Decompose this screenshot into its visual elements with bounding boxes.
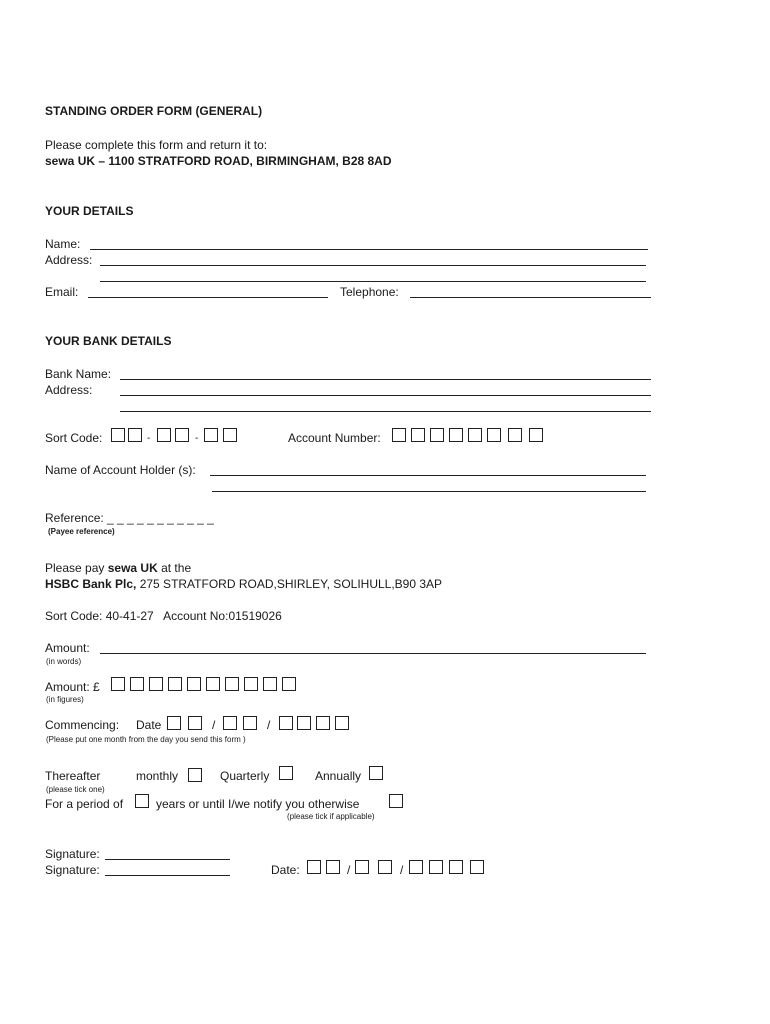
- bank-details-heading: YOUR BANK DETAILS: [45, 334, 172, 348]
- payee-reference-note: (Payee reference): [48, 527, 115, 536]
- sort-code-label: Sort Code:: [45, 431, 103, 445]
- account-holder-field-line-2[interactable]: [212, 491, 646, 492]
- name-field[interactable]: [90, 249, 648, 250]
- account-number-box[interactable]: [529, 428, 543, 442]
- period-years-box[interactable]: [135, 794, 149, 808]
- name-label: Name:: [45, 237, 81, 251]
- amount-figures-box[interactable]: [130, 677, 144, 691]
- signature-day-box[interactable]: [307, 860, 321, 874]
- quarterly-checkbox[interactable]: [279, 766, 293, 780]
- sort-code-box[interactable]: [223, 428, 237, 442]
- date-separator: /: [267, 718, 271, 732]
- please-pay-suffix: at the: [161, 561, 192, 575]
- account-number-box[interactable]: [430, 428, 444, 442]
- amount-figures-box[interactable]: [225, 677, 239, 691]
- bank-address-field-line-2[interactable]: [120, 411, 651, 412]
- email-label: Email:: [45, 285, 79, 299]
- please-pay-prefix: Please pay: [45, 561, 105, 575]
- amount-figures-box[interactable]: [206, 677, 220, 691]
- amount-figures-box[interactable]: [149, 677, 163, 691]
- email-field[interactable]: [88, 297, 328, 298]
- date-separator: /: [400, 863, 404, 877]
- signature-label-2: Signature:: [45, 863, 100, 877]
- amount-figures-box[interactable]: [187, 677, 201, 691]
- payee-name: sewa UK: [107, 561, 158, 575]
- signature-field[interactable]: [105, 859, 230, 860]
- amount-figures-box[interactable]: [263, 677, 277, 691]
- account-number-box[interactable]: [508, 428, 522, 442]
- account-number-label: Account Number:: [288, 431, 381, 445]
- account-number-box[interactable]: [449, 428, 463, 442]
- thereafter-label: Thereafter: [45, 769, 101, 783]
- return-instruction: Please complete this form and return it to:: [45, 138, 268, 152]
- bank-name-field[interactable]: [120, 379, 651, 380]
- account-holder-label: Name of Account Holder (s):: [45, 463, 196, 477]
- commencing-day-box[interactable]: [167, 716, 181, 730]
- form-title: STANDING ORDER FORM (GENERAL): [45, 104, 263, 118]
- amount-figures-box[interactable]: [168, 677, 182, 691]
- reference-field[interactable]: Reference: _ _ _ _ _ _ _ _ _ _ _: [45, 511, 214, 525]
- commencing-date-label: Date: [136, 718, 162, 732]
- account-number-box[interactable]: [468, 428, 482, 442]
- tick-applicable-note: (please tick if applicable): [287, 812, 375, 821]
- sort-code-box[interactable]: [175, 428, 189, 442]
- date-separator: /: [347, 863, 351, 877]
- commencing-label: Commencing:: [45, 718, 120, 732]
- commencing-month-box[interactable]: [223, 716, 237, 730]
- bank-address-field-line-1[interactable]: [120, 395, 651, 396]
- account-number-box[interactable]: [392, 428, 406, 442]
- monthly-checkbox[interactable]: [188, 768, 202, 782]
- return-address: sewa UK – 1100 STRATFORD ROAD, BIRMINGHAM, B28 8AD: [45, 154, 392, 168]
- sort-code-box[interactable]: [157, 428, 171, 442]
- amount-words-note: (in words): [46, 657, 82, 666]
- signature-label: Signature:: [45, 847, 100, 861]
- address-field-line-2[interactable]: [100, 281, 646, 282]
- commencing-month-box[interactable]: [243, 716, 257, 730]
- commencing-day-box[interactable]: [188, 716, 202, 730]
- telephone-label: Telephone:: [340, 285, 399, 299]
- please-pay-line: [45, 561, 191, 576]
- address-field-line-1[interactable]: [100, 265, 646, 266]
- sort-code-separator: -: [195, 433, 199, 444]
- amount-figures-note: (in figures): [46, 695, 84, 704]
- commencing-year-box[interactable]: [316, 716, 330, 730]
- signature-field-2[interactable]: [105, 875, 230, 876]
- commencing-year-box[interactable]: [279, 716, 293, 730]
- telephone-field[interactable]: [410, 297, 651, 298]
- signature-year-box[interactable]: [449, 860, 463, 874]
- annually-label: Annually: [315, 769, 362, 783]
- annually-checkbox[interactable]: [369, 766, 383, 780]
- payee-bank-name: HSBC Bank Plc,: [45, 577, 137, 591]
- commencing-year-box[interactable]: [335, 716, 349, 730]
- sort-code-separator: -: [147, 433, 151, 444]
- payee-bank-address: 275 STRATFORD ROAD,SHIRLEY, SOLIHULL,B90 3AP: [139, 577, 443, 591]
- sort-code-box[interactable]: [111, 428, 125, 442]
- account-number-box[interactable]: [411, 428, 425, 442]
- bank-name-label: Bank Name:: [45, 367, 112, 381]
- date-separator: /: [212, 718, 216, 732]
- payee-bank-line: [45, 577, 442, 592]
- quarterly-label: Quarterly: [220, 769, 270, 783]
- signature-year-box[interactable]: [409, 860, 423, 874]
- tick-one-note: (please tick one): [46, 785, 105, 794]
- amount-figures-label: Amount: £: [45, 680, 100, 694]
- commencing-year-box[interactable]: [297, 716, 311, 730]
- signature-date-label: Date:: [271, 863, 300, 877]
- account-number-box[interactable]: [487, 428, 501, 442]
- your-details-heading: YOUR DETAILS: [45, 204, 134, 218]
- monthly-label: monthly: [136, 769, 179, 783]
- sort-code-box[interactable]: [128, 428, 142, 442]
- amount-figures-box[interactable]: [282, 677, 296, 691]
- period-suffix: years or until I/we notify you otherwise: [156, 797, 360, 811]
- signature-day-box[interactable]: [326, 860, 340, 874]
- amount-figures-box[interactable]: [111, 677, 125, 691]
- signature-month-box[interactable]: [378, 860, 392, 874]
- amount-words-label: Amount:: [45, 641, 90, 655]
- account-holder-field-line-1[interactable]: [210, 475, 646, 476]
- period-prefix: For a period of: [45, 797, 124, 811]
- address-label: Address:: [45, 253, 93, 267]
- period-applicable-checkbox[interactable]: [389, 794, 403, 808]
- signature-month-box[interactable]: [355, 860, 369, 874]
- payee-sort-code-account: Sort Code: 40-41-27 Account No:01519026: [45, 609, 282, 623]
- signature-year-box[interactable]: [470, 860, 484, 874]
- sort-code-box[interactable]: [204, 428, 218, 442]
- signature-year-box[interactable]: [429, 860, 443, 874]
- commencing-note: (Please put one month from the day you send this form ): [46, 735, 246, 744]
- amount-words-field[interactable]: [100, 653, 646, 654]
- bank-address-label: Address:: [45, 383, 93, 397]
- amount-figures-box[interactable]: [244, 677, 258, 691]
